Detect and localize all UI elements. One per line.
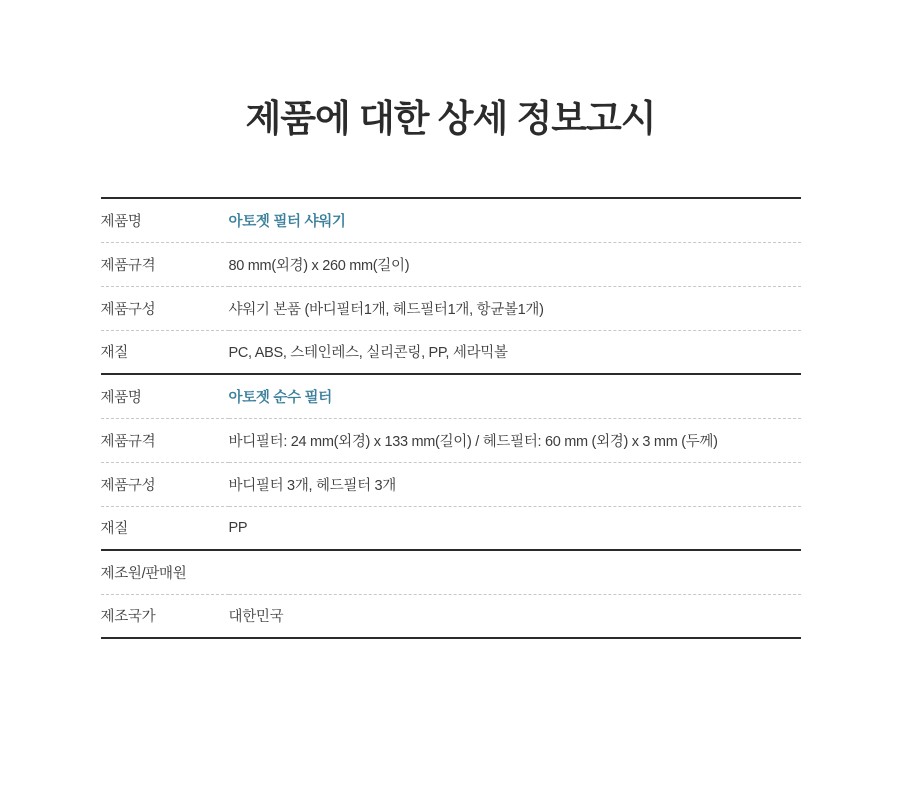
row-value: 대한민국 (229, 594, 801, 638)
page-title: 제품에 대한 상세 정보고시 (245, 97, 656, 139)
table-row (101, 242, 801, 286)
row-value: 아토젯 필터 샤워기 (229, 198, 801, 242)
product-info-page (0, 25, 901, 811)
row-label: 제품구성 (101, 286, 229, 330)
row-label: 제품규격 (101, 418, 229, 462)
table-row (101, 198, 801, 242)
table-bottom-rule-left (101, 638, 229, 682)
table-row (101, 550, 801, 594)
table-bottom-rule-right (229, 638, 801, 682)
row-label: 재질 (101, 506, 229, 550)
table-row (101, 286, 801, 330)
row-label: 제품규격 (101, 242, 229, 286)
table-row (101, 330, 801, 374)
row-label: 제조원/판매원 (101, 550, 229, 594)
row-label: 제조국가 (101, 594, 229, 638)
table-row (101, 418, 801, 462)
row-label: 제품명 (101, 374, 229, 418)
row-value: 80 mm(외경) x 260 mm(길이) (229, 242, 801, 286)
table-row (101, 506, 801, 550)
row-value: PC, ABS, 스테인레스, 실리콘링, PP, 세라믹볼 (229, 330, 801, 374)
row-value: 아토젯 순수 필터 (229, 374, 801, 418)
table-row (101, 462, 801, 506)
row-value: 바디필터: 24 mm(외경) x 133 mm(길이) / 헤드필터: 60 mm (외경) x 3 mm (두께) (229, 418, 801, 462)
row-value: 샤워기 본품 (바디필터1개, 헤드필터1개, 항균볼1개) (229, 286, 801, 330)
row-value: PP (229, 506, 801, 550)
row-label: 재질 (101, 330, 229, 374)
row-value: 바디필터 3개, 헤드필터 3개 (229, 462, 801, 506)
table-row (101, 594, 801, 638)
product-spec-table (101, 197, 801, 682)
row-label: 제품명 (101, 198, 229, 242)
row-value (229, 550, 801, 594)
table-row (101, 374, 801, 418)
product-spec-table-body (101, 198, 801, 682)
row-label: 제품구성 (101, 462, 229, 506)
table-bottom-rule (101, 638, 801, 682)
